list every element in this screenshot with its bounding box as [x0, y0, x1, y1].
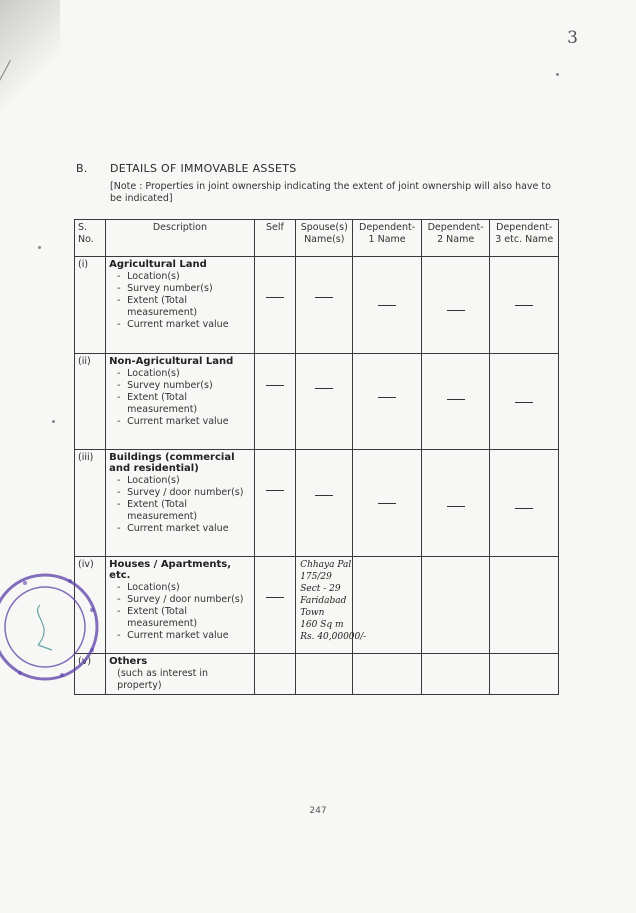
- row-subtext: (such as interest in property): [117, 668, 209, 691]
- nil-dash: [378, 305, 396, 306]
- header-dependent1: Dependent-1 Name: [353, 220, 422, 257]
- nil-dash: [315, 495, 333, 496]
- list-item: - Survey / door number(s): [117, 594, 251, 606]
- list-item: - Current market value: [117, 523, 251, 535]
- handwritten-line: Town: [300, 608, 325, 618]
- cell-dependent2-nil: [421, 257, 490, 354]
- handwritten-line: Sect - 29: [300, 584, 341, 594]
- table-row: [75, 450, 559, 557]
- header-dependent3: Dependent-3 etc. Name: [490, 220, 559, 257]
- cell-dependent3-empty: [490, 557, 559, 654]
- row-sno: (v): [75, 654, 106, 695]
- list-item: - Extent (Total measurement): [117, 392, 251, 416]
- nil-dash: [447, 506, 465, 507]
- section-label: B.: [76, 162, 88, 175]
- row-sno: (ii): [75, 354, 106, 450]
- nil-dash: [515, 402, 533, 403]
- cell-dependent1-nil: [353, 450, 422, 557]
- cell-dependent1-nil: [353, 354, 422, 450]
- row-items: [109, 582, 251, 642]
- nil-dash: [447, 310, 465, 311]
- cell-dependent3-nil: [490, 450, 559, 557]
- header-spouse: Spouse(s) Name(s): [296, 220, 353, 257]
- page-number-bottom: 247: [309, 806, 327, 816]
- row-description: [106, 354, 255, 450]
- cell-dependent1-nil: [353, 257, 422, 354]
- list-item: - Extent (Total measurement): [117, 606, 251, 630]
- cell-dependent2-empty: [421, 557, 490, 654]
- header-description: Description: [106, 220, 255, 257]
- row-title: Buildings (commercial and residential): [109, 452, 235, 474]
- cell-spouse-nil: [296, 450, 353, 557]
- table-row: [75, 354, 559, 450]
- row-title: Agricultural Land: [109, 259, 207, 270]
- cell-dependent3-nil: [490, 354, 559, 450]
- table-row: [75, 557, 559, 654]
- list-item: - Location(s): [117, 475, 251, 487]
- cell-dependent1-empty: [353, 654, 422, 695]
- row-description: [106, 557, 255, 654]
- row-title: Houses / Apartments, etc.: [109, 559, 232, 581]
- table-row: [75, 654, 559, 695]
- row-items: [109, 368, 251, 428]
- section-heading: [76, 162, 297, 175]
- handwritten-entry: [300, 559, 367, 643]
- row-description: [106, 450, 255, 557]
- row-title: Non-Agricultural Land: [109, 356, 234, 367]
- nil-dash: [378, 397, 396, 398]
- list-item: - Current market value: [117, 319, 251, 331]
- page-number-top: 3: [567, 28, 578, 48]
- list-item: - Survey number(s): [117, 380, 251, 392]
- header-self: Self: [254, 220, 296, 257]
- table-header-row: [75, 220, 559, 257]
- nil-dash: [266, 490, 284, 491]
- list-item: - Current market value: [117, 416, 251, 428]
- row-items: [109, 271, 251, 331]
- list-item: - Location(s): [117, 582, 251, 594]
- header-dependent2: Dependent-2 Name: [421, 220, 490, 257]
- scan-shadow: [0, 0, 60, 110]
- list-item: - Extent (Total measurement): [117, 499, 251, 523]
- row-items: [109, 475, 251, 535]
- handwritten-line: Rs. 40,00000/-: [300, 632, 367, 642]
- table-row: [75, 257, 559, 354]
- cell-spouse-handwritten: [296, 557, 367, 654]
- cell-dependent2-nil: [421, 354, 490, 450]
- nil-dash: [515, 508, 533, 509]
- row-description: [106, 654, 255, 695]
- official-stamp: [0, 555, 118, 695]
- header-sno: S. No.: [75, 220, 106, 257]
- cell-dependent2-empty: [421, 654, 490, 695]
- list-item: - Survey number(s): [117, 283, 251, 295]
- nil-dash: [266, 385, 284, 386]
- section-note: [Note : Properties in joint ownership indicating the extent of joint ownership will also have to be indicated]: [110, 181, 551, 204]
- handwritten-line: Faridabad: [300, 596, 347, 606]
- cell-self-nil: [254, 557, 296, 654]
- list-item: - Location(s): [117, 271, 251, 283]
- list-item: - Extent (Total measurement): [117, 295, 251, 319]
- cell-spouse-nil: [296, 257, 353, 354]
- immovable-assets-table: [74, 219, 559, 695]
- nil-dash: [447, 399, 465, 400]
- cell-dependent2-nil: [421, 450, 490, 557]
- row-description: [106, 257, 255, 354]
- list-item: - Location(s): [117, 368, 251, 380]
- row-sno: (iii): [75, 450, 106, 557]
- scan-speck: [38, 246, 41, 249]
- nil-dash: [315, 388, 333, 389]
- cell-dependent3-empty: [490, 654, 559, 695]
- nil-dash: [266, 597, 284, 598]
- nil-dash: [515, 305, 533, 306]
- list-item: - Survey / door number(s): [117, 487, 251, 499]
- cell-self-nil: [254, 450, 296, 557]
- cell-spouse-nil: [296, 354, 353, 450]
- row-title: Others: [109, 656, 148, 667]
- cell-self-nil: [254, 257, 296, 354]
- cell-self-nil: [254, 354, 296, 450]
- nil-dash: [378, 503, 396, 504]
- scan-speck: [556, 73, 559, 76]
- cell-self-empty: [254, 654, 296, 695]
- handwritten-line: 175/29: [300, 572, 332, 582]
- nil-dash: [315, 297, 333, 298]
- row-sno: (i): [75, 257, 106, 354]
- scan-speck: [52, 420, 55, 423]
- row-sno: (iv): [75, 557, 106, 654]
- cell-dependent3-nil: [490, 257, 559, 354]
- nil-dash: [266, 297, 284, 298]
- handwritten-line: 160 Sq m: [300, 620, 344, 630]
- section-title: DETAILS OF IMMOVABLE ASSETS: [110, 162, 297, 175]
- cell-spouse-empty: [296, 654, 353, 695]
- list-item: - Current market value: [117, 630, 251, 642]
- handwritten-line: Chhaya Pal: [300, 560, 352, 570]
